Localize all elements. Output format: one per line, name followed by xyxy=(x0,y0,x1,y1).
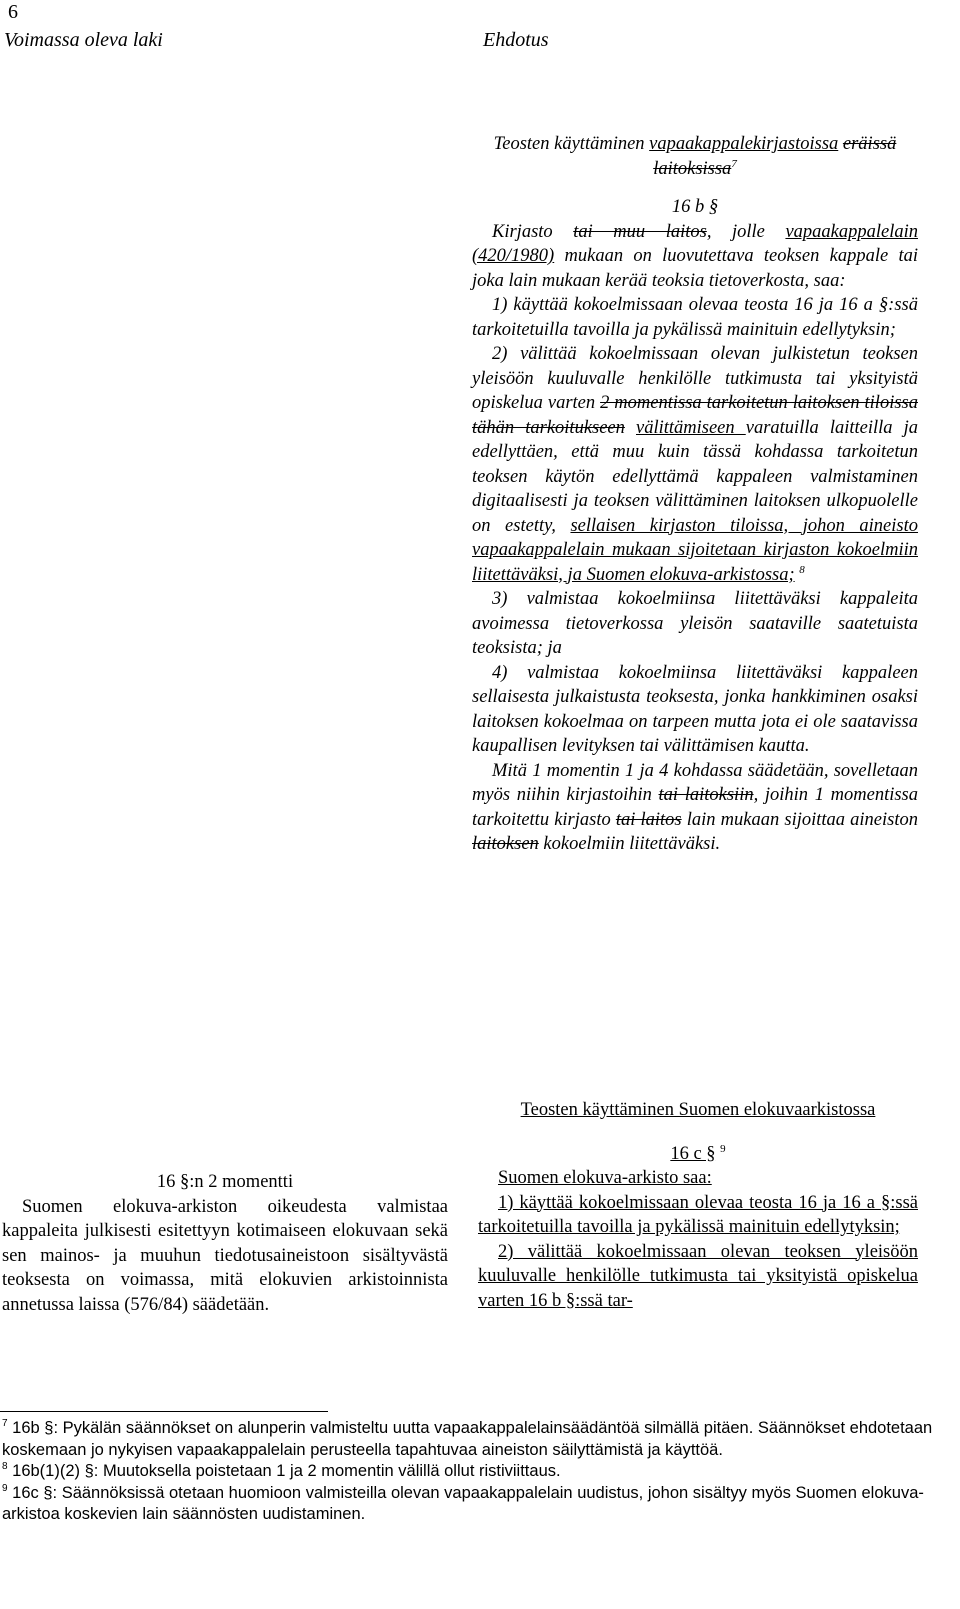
page-number: 6 xyxy=(8,1,18,23)
added-text: vapaakappalelain (420/1980) xyxy=(472,221,918,266)
section-16c-paragraph-3: 2) välittää kokoelmissaan olevan teoksen yleisöön kuuluvalle henkilölle tutkimusta tai yksityistä opiskelua varten 16 b §:ssä tar- xyxy=(478,1241,918,1311)
text-run: 2) välittää kokoelmissaan olevan julkistetun teoksen yleisöön kuuluvalle henkilölle tutkimusta tai yksityistä opiskelua varten xyxy=(472,344,918,413)
removed-text: tai laitoksiin xyxy=(658,785,754,805)
text-run: mukaan on luovutettava teoksen kappale tai joka lain mukaan kerää teoksia tietoverkosta, saa: xyxy=(472,246,918,291)
section-16b-paragraph-2 xyxy=(472,293,918,342)
text-run: , joihin 1 momentissa tarkoitettu kirjasto xyxy=(472,785,918,830)
text-run: lain mukaan sijoittaa aineiston xyxy=(681,809,918,830)
footnote-divider xyxy=(0,1411,328,1412)
section-16c-number: 16 c § $^9$ xyxy=(670,1142,726,1164)
footnote-8: $^8$ 16b(1)(2) §: Muutoksella poistetaan 1 ja 2 momentin välillä ollut ristiviittaus. xyxy=(2,1461,561,1480)
section-16b xyxy=(472,132,918,857)
section-16b-paragraph-4 xyxy=(472,587,918,661)
added-text: sellaisen kirjaston tiloissa, johon aineisto vapaakappalelain mukaan sijoitetaan kirjaston kokoelmiin liitettäväksi, ja Suomen elokuva-arkistossa; xyxy=(472,515,919,585)
text-run: 3) valmistaa kokoelmiinsa liitettäväksi kappaleita avoimessa tietoverkossa yleisön saataville saatetuista teoksista; ja xyxy=(472,589,918,658)
footnotes xyxy=(2,1418,942,1526)
text-run: Kirjasto xyxy=(492,221,574,242)
right-column-heading: Ehdotus xyxy=(483,29,549,51)
text-run: varatuilla laitteilla ja edellyttäen, että muu kuin tässä kohdassa tarkoitetun teoksen käytön edellyttämä kappaleen valmistaminen digitaalisesti ja teoksen välittäminen laitoksen ulkopuolelle on estetty, xyxy=(472,417,918,536)
footnote-ref: 8 xyxy=(799,563,805,576)
text-run: , jolle xyxy=(706,221,786,242)
section-16b-paragraph-3 xyxy=(472,342,918,587)
left-column-heading: Voimassa oleva laki xyxy=(4,29,163,51)
footnote-9: $^9$ 16c §: Säännöksissä otetaan huomioon valmisteilla olevan vapaakappalelain uudistus, johon sisältyy myös Suomen elokuva-arkistoa koskevien lain säännösten uudistaminen. xyxy=(2,1482,924,1523)
removed-text: 2 momentissa tarkoitetun laitoksen tiloissa tähän tarkoitukseen xyxy=(472,393,918,438)
current-law-text: Suomen elokuva-arkiston oikeudesta valmistaa kappaleita julkisesti esitettyyn kotimaiseen elokuvaan sekä sen mainos- ja muuhun tiedotusaineistoon sisältyvästä teoksesta on voimassa, mitä elokuvien arkistoinnista annetussa laissa (576/84) säädetään. xyxy=(2,1196,448,1315)
footnote-7: $^7$ 16b §: Pykälän säännökset on alunperin valmisteltu uutta vapaakappalelainsäädäntöä silmällä pitäen. Säännökset ehdotetaan koskemaan jo nykyisen vapaakappalelain perusteella tapahtuvaa aineiston säilyttämistä ja käyttöä. xyxy=(2,1418,933,1459)
text-run: kokoelmiin liitettäväksi. xyxy=(538,834,721,854)
text-run: Mitä 1 momentin 1 ja 4 kohdassa säädetään, sovelletaan myös niihin kirjastoihin xyxy=(472,760,918,805)
text-run: 4) valmistaa kokoelmiinsa liitettäväksi kappaleen sellaisesta julkaistusta teoksesta, jonka hankkiminen osaksi laitoksen kokoelmaa on tarpeen mutta jota ei ole saatavissa kaupallisen levityksen tai välittämisen kautta. xyxy=(472,662,918,756)
section-16c xyxy=(478,1098,918,1313)
section-16b-paragraph-6 xyxy=(472,759,918,857)
removed-text: laitoksen xyxy=(472,834,539,854)
section-16c-paragraph-1: Suomen elokuva-arkisto saa: xyxy=(498,1168,712,1188)
section-16b-paragraph-5 xyxy=(472,661,918,759)
section-16b-heading: Teosten käyttäminen vapaakappalekirjastoissa eräissä laitoksissa$^7$ xyxy=(493,134,897,179)
text-run: 1) käyttää kokoelmissaan olevaa teosta 16 ja 16 a §:ssä tarkoitetuilla tavoilla ja pykälissä mainituin edellytyksin; xyxy=(472,295,918,340)
removed-text: tai laitos xyxy=(615,809,682,830)
section-16b-number: 16 b § xyxy=(671,197,719,217)
heading-added-text: vapaakappalekirjastoissa xyxy=(649,134,839,154)
footnote-ref-9: 9 xyxy=(720,1142,726,1155)
section-16c-paragraph-2: 1) käyttää kokoelmissaan olevaa teosta 16 ja 16 a §:ssä tarkoitetuilla tavoilla ja pykälissä mainituin edellytyksin; xyxy=(478,1192,918,1237)
footnote-ref-7: 7 xyxy=(731,157,737,170)
added-text: välittämiseen xyxy=(636,417,746,438)
section-16b-paragraph-1 xyxy=(472,220,918,294)
text-run xyxy=(625,418,636,438)
current-law-section xyxy=(2,1170,448,1317)
current-law-heading: 16 §:n 2 momentti xyxy=(156,1172,294,1192)
section-16c-heading: Teosten käyttäminen Suomen elokuvaarkistossa xyxy=(520,1100,876,1120)
removed-text: tai muu laitos xyxy=(573,221,707,242)
heading-removed-text: eräissä laitoksissa xyxy=(653,134,897,179)
